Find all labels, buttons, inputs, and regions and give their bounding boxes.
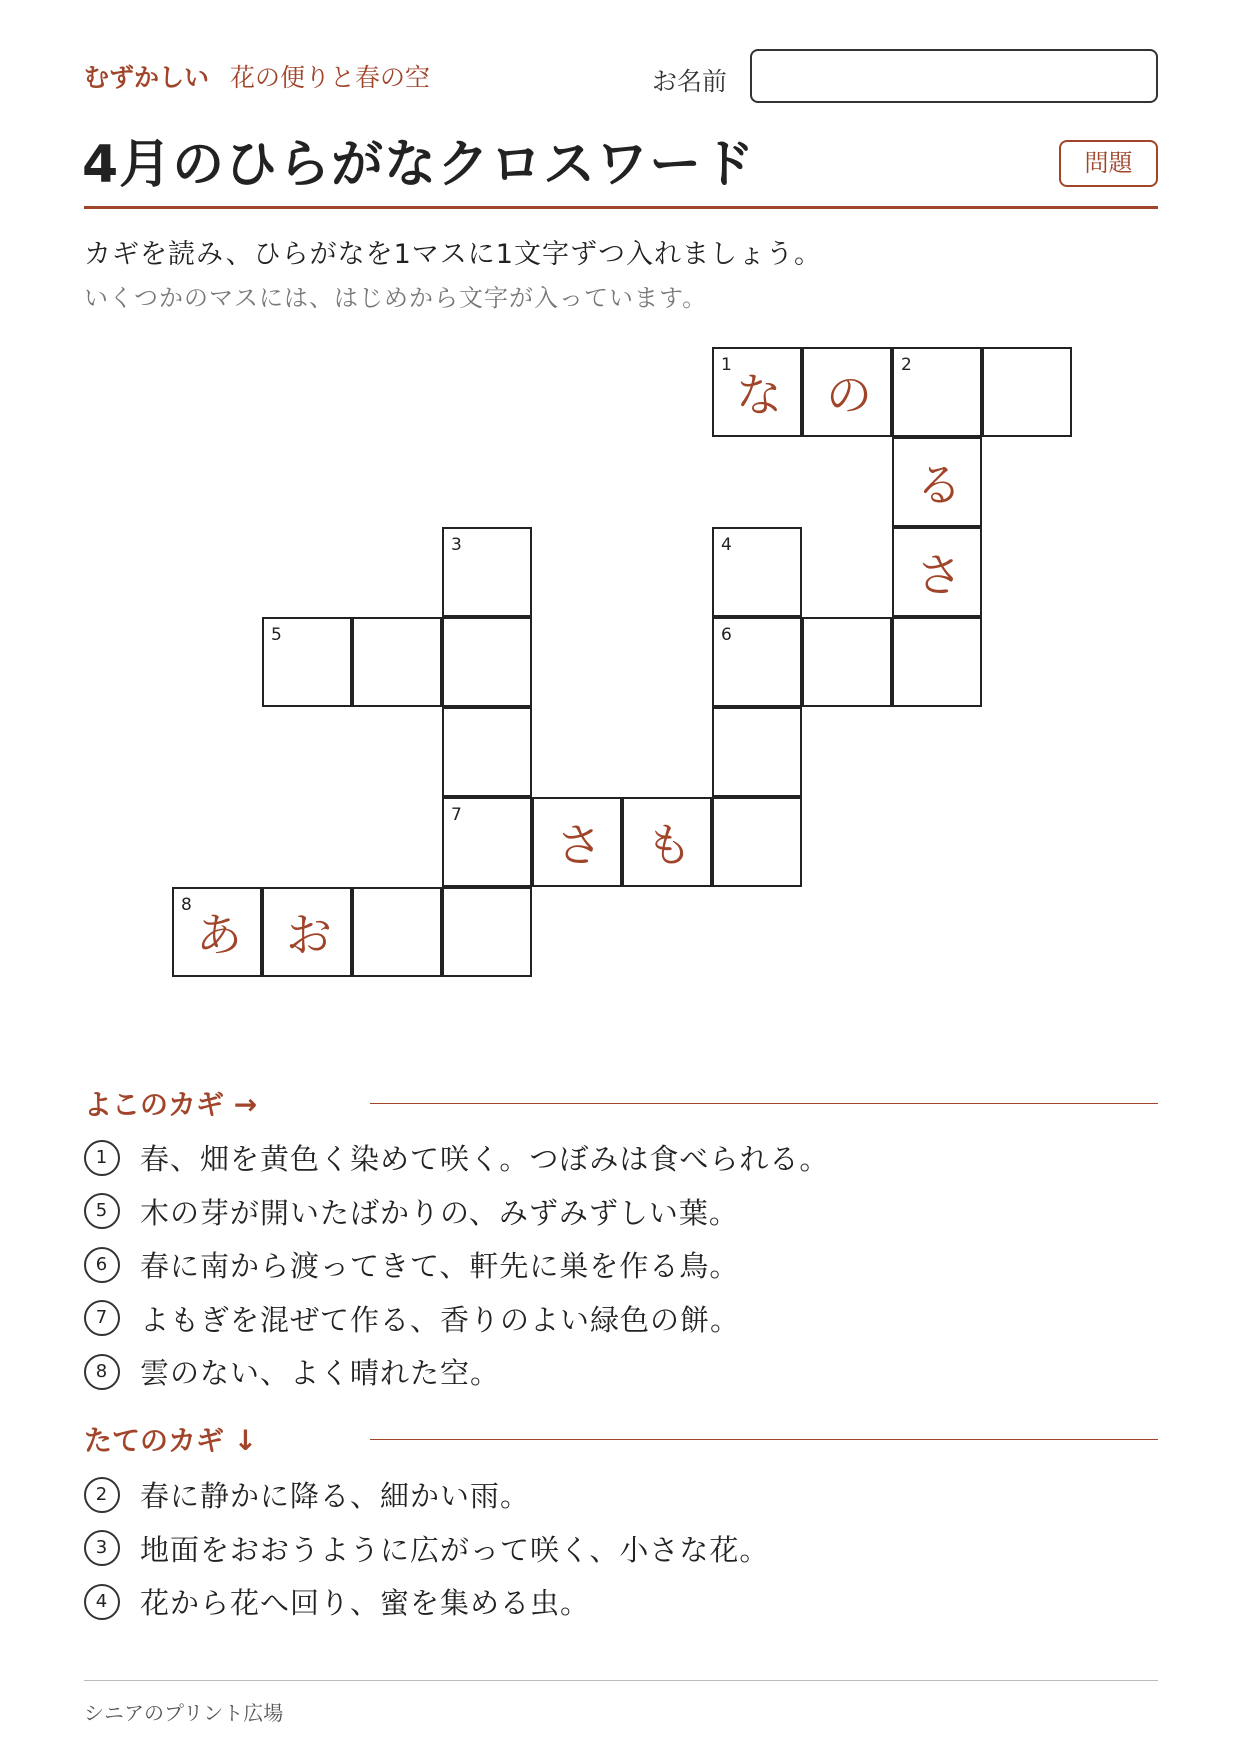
cell-letter: あ — [196, 908, 242, 962]
footer-divider — [84, 1680, 1158, 1681]
clue-number: 8 — [84, 1354, 120, 1390]
clue-number: 3 — [84, 1530, 120, 1566]
crossword-cell[interactable] — [802, 617, 892, 707]
crossword-cell[interactable] — [712, 527, 802, 617]
clue-number: 4 — [84, 1584, 120, 1620]
crossword-cell[interactable] — [442, 527, 532, 617]
cell-letter: の — [826, 368, 872, 422]
crossword-cell[interactable] — [442, 887, 532, 977]
clue-number: 2 — [84, 1477, 120, 1513]
clue-text: 春に南から渡ってきて、軒先に巣を作る鳥。 — [140, 1249, 740, 1283]
cell-number: 2 — [901, 355, 912, 375]
cell-number: 1 — [721, 355, 732, 375]
clue-text: 花から花へ回り、蜜を集める虫。 — [140, 1586, 591, 1620]
crossword-cell[interactable] — [982, 347, 1072, 437]
crossword-cell[interactable] — [622, 797, 712, 887]
name-field[interactable] — [750, 49, 1158, 103]
instruction-main: カギを読み、ひらがなを1マスに1文字ずつ入れましょう。 — [84, 239, 822, 270]
crossword-cell[interactable] — [442, 617, 532, 707]
clue-text: 春に静かに降る、細かい雨。 — [140, 1479, 531, 1513]
crossword-cell[interactable] — [802, 347, 892, 437]
across-clue — [84, 1244, 739, 1285]
crossword-cell[interactable] — [712, 707, 802, 797]
crossword-cell[interactable] — [262, 617, 352, 707]
clue-number: 1 — [84, 1140, 120, 1176]
across-clue — [84, 1191, 739, 1232]
problem-badge: 問題 — [1059, 140, 1158, 187]
crossword-cell[interactable] — [892, 437, 982, 527]
down-clue — [84, 1581, 590, 1622]
cell-number: 7 — [451, 805, 462, 825]
crossword-cell[interactable] — [892, 527, 982, 617]
crossword-cell[interactable] — [532, 797, 622, 887]
clue-text: 木の芽が開いたばかりの、みずみずしい葉。 — [140, 1195, 739, 1230]
cell-letter: さ — [556, 818, 602, 872]
clue-text: よもぎを混ぜて作る、香りのよい緑色の餅。 — [140, 1302, 741, 1337]
across-divider — [370, 1103, 1158, 1104]
across-clue — [84, 1298, 740, 1339]
clue-number: 5 — [84, 1193, 120, 1229]
cell-letter: も — [646, 818, 692, 872]
crossword-cell[interactable] — [352, 887, 442, 977]
crossword-cell[interactable] — [712, 347, 802, 437]
cell-letter: お — [286, 908, 332, 962]
cell-number: 5 — [271, 625, 282, 645]
across-heading: よこのカギ → — [84, 1088, 258, 1121]
crossword-cell[interactable] — [712, 617, 802, 707]
down-clue — [84, 1528, 769, 1569]
name-label: お名前 — [652, 67, 728, 96]
cell-number: 4 — [721, 535, 732, 555]
down-heading: たてのカギ ↓ — [84, 1424, 258, 1457]
title-divider — [84, 206, 1158, 209]
clue-text: 春、畑を黄色く染めて咲く。つぼみは食べられる。 — [140, 1142, 830, 1176]
clue-text: 地面をおおうように広がって咲く、小さな花。 — [140, 1532, 770, 1567]
crossword-cell[interactable] — [172, 887, 262, 977]
crossword-cell[interactable] — [352, 617, 442, 707]
instruction-sub: いくつかのマスには、はじめから文字が入っています。 — [84, 284, 708, 312]
clue-number: 7 — [84, 1300, 120, 1336]
crossword-cell[interactable] — [442, 707, 532, 797]
cell-letter: さ — [916, 548, 962, 602]
cell-number: 8 — [181, 895, 192, 915]
crossword-cell[interactable] — [712, 797, 802, 887]
down-divider — [370, 1439, 1158, 1440]
cell-number: 3 — [451, 535, 462, 555]
crossword-cell[interactable] — [892, 347, 982, 437]
cell-number: 6 — [721, 625, 732, 645]
crossword-cell[interactable] — [892, 617, 982, 707]
crossword-cell[interactable] — [262, 887, 352, 977]
across-clue — [84, 1137, 829, 1178]
cell-letter: な — [736, 368, 782, 422]
footer-text: シニアのプリント広場 — [84, 1701, 284, 1725]
cell-letter: る — [916, 458, 962, 512]
across-clue — [84, 1351, 500, 1392]
theme-subtitle: 花の便りと春の空 — [230, 63, 431, 92]
down-clue — [84, 1474, 530, 1515]
page-title: 4月のひらがなクロスワード — [82, 135, 756, 195]
crossword-cell[interactable] — [442, 797, 532, 887]
difficulty-label: むずかしい — [84, 63, 210, 92]
clue-text: 雲のない、よく晴れた空。 — [140, 1356, 501, 1390]
clue-number: 6 — [84, 1247, 120, 1283]
